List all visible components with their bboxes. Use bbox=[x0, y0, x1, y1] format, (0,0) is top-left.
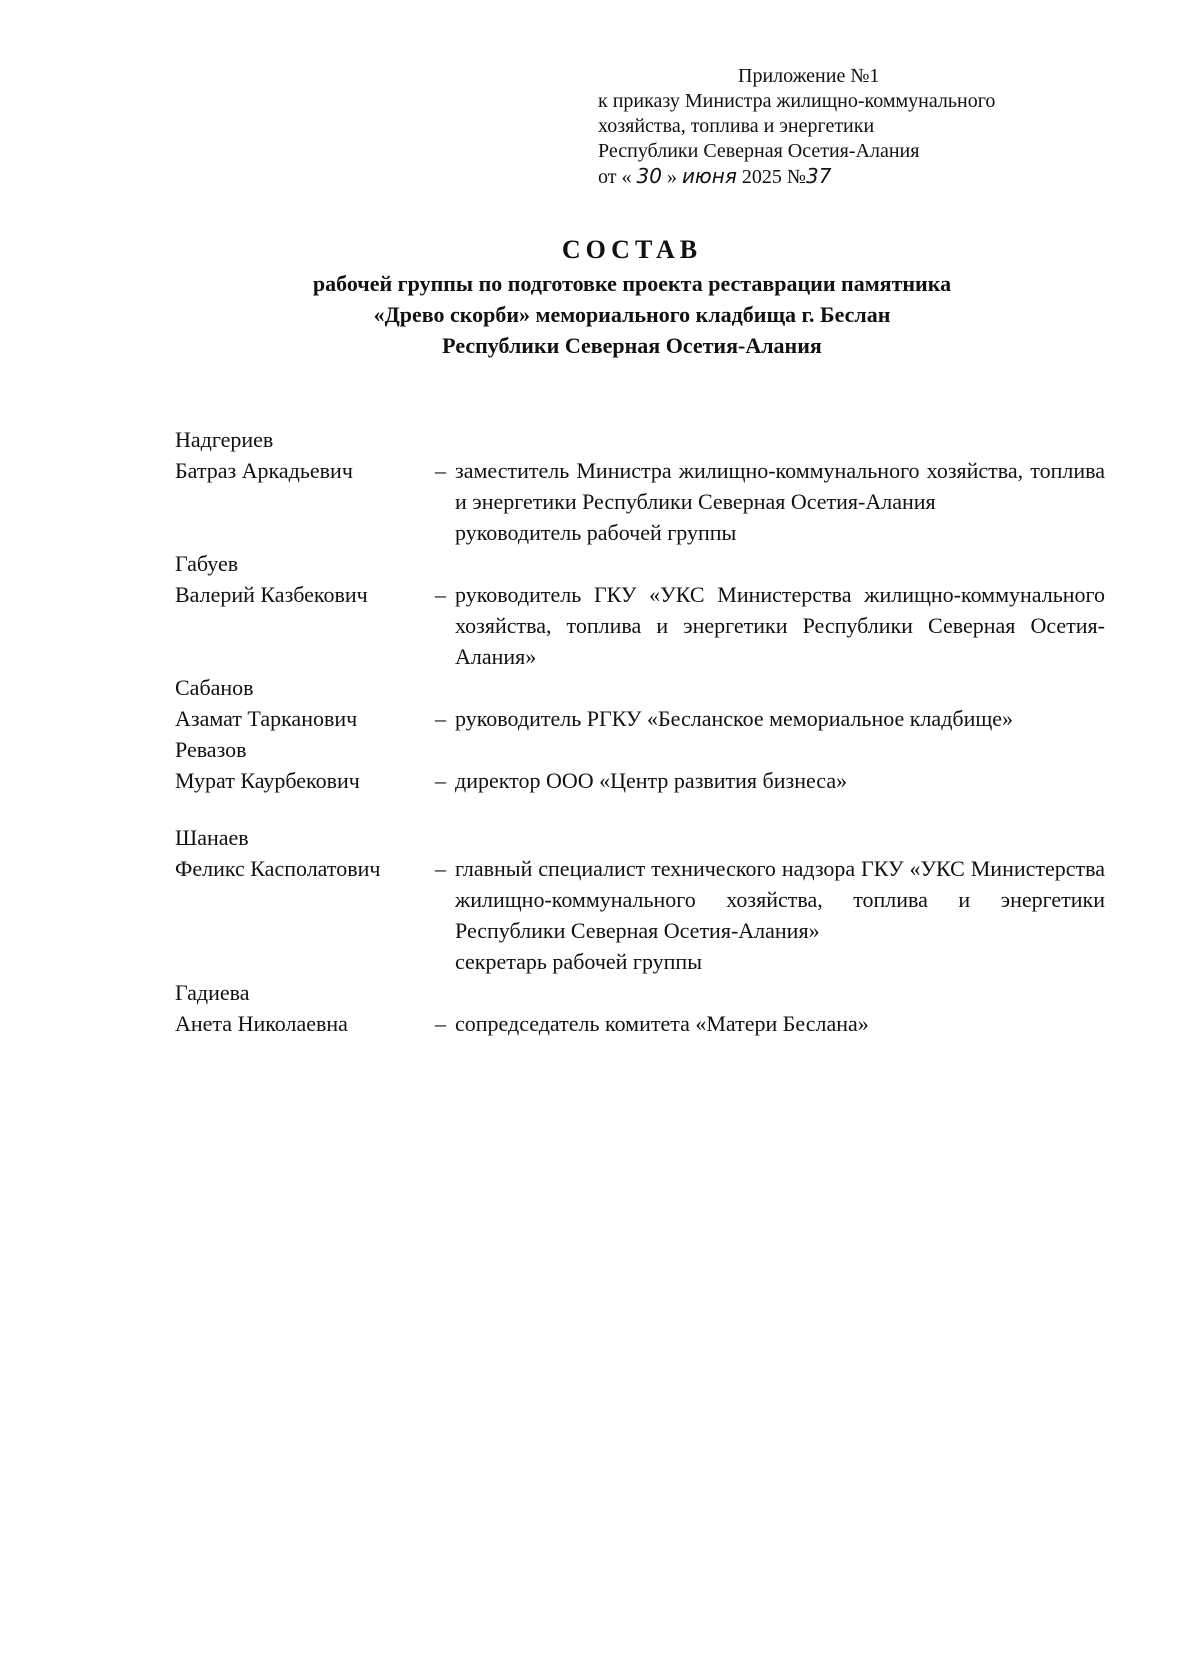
member-first-name: Валерий Казбекович bbox=[175, 582, 368, 607]
members-list bbox=[175, 424, 1105, 1039]
appendix-title: Приложение №1 bbox=[738, 65, 880, 87]
appendix-line-1: к приказу Министра жилищно-коммунального bbox=[598, 90, 996, 112]
member-first-name: Феликс Касполатович bbox=[175, 856, 381, 881]
member-first-name: Анета Николаевна bbox=[175, 1011, 348, 1036]
date-month: июня bbox=[681, 164, 737, 188]
member-role: заместитель Министра жилищно-коммунального хозяйства, топлива и энергетики Республики Северная Осетия-Алания bbox=[455, 458, 1105, 514]
spacer bbox=[175, 796, 1105, 822]
date-number: 37 bbox=[805, 164, 832, 188]
heading-main: СОСТАВ bbox=[561, 235, 703, 264]
member-revazov bbox=[175, 734, 1105, 796]
member-surname: Сабанов bbox=[175, 675, 254, 700]
member-surname: Гадиева bbox=[175, 980, 250, 1005]
appendix-line-3: Республики Северная Осетия-Алания bbox=[598, 140, 920, 162]
member-first-name: Мурат Каурбекович bbox=[175, 768, 360, 793]
member-first-name: Батраз Аркадьевич bbox=[175, 458, 353, 483]
member-dash: – bbox=[435, 768, 446, 793]
member-dash: – bbox=[435, 458, 446, 483]
member-role-extra: руководитель рабочей группы bbox=[455, 520, 737, 545]
member-role: руководитель ГКУ «УКС Министерства жилищно-коммунального хозяйства, топлива и энергетики Республики Северная Осетия-Алания» bbox=[455, 582, 1105, 669]
member-gabuev bbox=[175, 548, 1105, 672]
date-day: 30 bbox=[636, 164, 662, 188]
member-surname: Шанаев bbox=[175, 825, 249, 850]
member-role-extra: секретарь рабочей группы bbox=[455, 949, 702, 974]
date-prefix: от « bbox=[598, 166, 632, 188]
member-sabanov bbox=[175, 672, 1105, 734]
member-role: сопредседатель комитета «Матери Беслана» bbox=[455, 1011, 869, 1036]
member-first-name: Азамат Тарканович bbox=[175, 706, 358, 731]
member-surname: Надгериев bbox=[175, 427, 274, 452]
date-mid: » bbox=[666, 166, 677, 188]
member-surname: Ревазов bbox=[175, 737, 247, 762]
member-role: директор ООО «Центр развития бизнеса» bbox=[455, 768, 848, 793]
member-dash: – bbox=[435, 582, 446, 607]
member-nadgeriev bbox=[175, 424, 1105, 548]
member-surname: Габуев bbox=[175, 551, 239, 576]
appendix-line-2: хозяйства, топлива и энергетики bbox=[598, 115, 875, 137]
member-dash: – bbox=[435, 856, 446, 881]
member-dash: – bbox=[435, 1011, 446, 1036]
document-heading bbox=[0, 232, 1200, 361]
heading-line-2: «Древо скорби» мемориального кладбища г. Беслан bbox=[373, 302, 891, 327]
date-year: 2025 № bbox=[741, 166, 806, 188]
heading-line-1: рабочей группы по подготовке проекта реставрации памятника bbox=[312, 271, 952, 296]
heading-line-3: Республики Северная Осетия-Алания bbox=[442, 333, 822, 358]
member-gadieva bbox=[175, 977, 1105, 1039]
appendix-block bbox=[598, 64, 1118, 190]
member-role: главный специалист технического надзора ГКУ «УКС Министерства жилищно-коммунального хозяйства, топлива и энергетики Республики Северная Осетия-Алания» bbox=[455, 856, 1105, 943]
appendix-date-line bbox=[598, 164, 1118, 190]
member-role: руководитель РГКУ «Бесланское мемориальное кладбище» bbox=[455, 706, 1014, 731]
member-dash: – bbox=[435, 706, 446, 731]
member-shanaev bbox=[175, 822, 1105, 977]
